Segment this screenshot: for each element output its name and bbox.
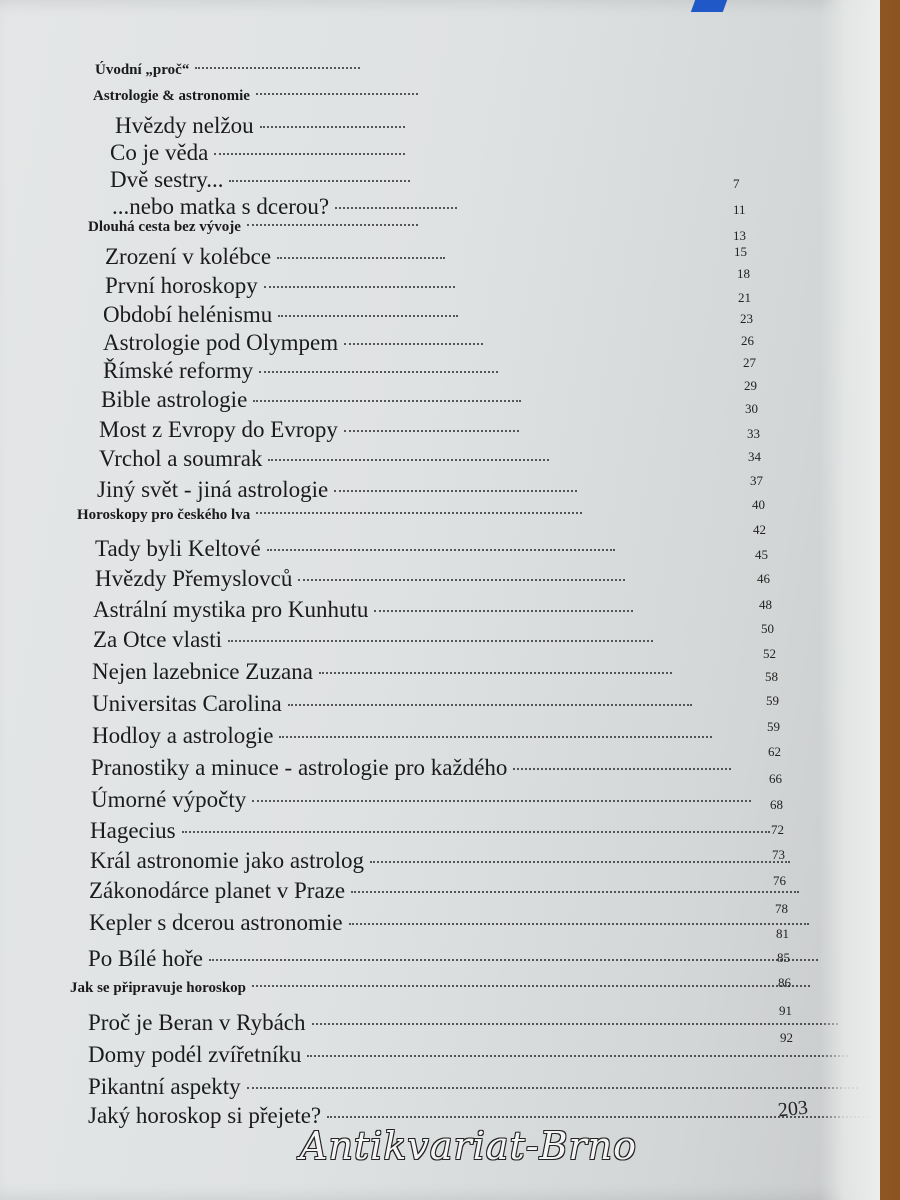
toc-entry-title: Zrození v kolébce [105, 244, 272, 269]
toc-entry [93, 627, 653, 657]
dot-leader [513, 768, 731, 770]
page-number: 76 [773, 873, 786, 888]
toc-entry-title: Kepler s dcerou astronomie [89, 910, 343, 935]
dot-leader [319, 672, 672, 674]
dot-leader [374, 610, 633, 612]
page-number: 13 [733, 228, 746, 243]
page-number: 78 [775, 901, 788, 916]
dot-leader [214, 153, 405, 155]
toc-entry [105, 273, 455, 303]
toc-entry-title: Římské reformy [103, 358, 254, 383]
page-number: 58 [765, 669, 778, 684]
toc-entry [91, 787, 751, 817]
page-number: 26 [741, 333, 754, 348]
toc-entry [92, 659, 672, 689]
toc-entry-title: Co je věda [110, 140, 209, 165]
toc-entry [89, 910, 809, 940]
toc-entry [95, 566, 625, 596]
toc-entry [101, 387, 521, 417]
dot-leader [279, 736, 712, 738]
page-number: 68 [770, 797, 783, 812]
toc-entry-title: Tady byli Keltové [95, 536, 261, 561]
page-number: 62 [768, 744, 781, 759]
page-number: 45 [755, 547, 768, 562]
page-folio: 203 [776, 1096, 810, 1122]
toc-entry-title: Pikantní aspekty [88, 1074, 241, 1099]
toc-entry-title: Hvězdy nelžou [115, 113, 254, 138]
toc-entry [110, 167, 410, 197]
dot-leader [247, 1087, 858, 1089]
dot-leader [182, 831, 770, 833]
toc-entry-title: Bible astrologie [101, 387, 248, 412]
dot-leader [253, 400, 521, 402]
toc-entry-title: Horoskopy pro českého lva [77, 507, 251, 523]
toc-entry [103, 358, 498, 388]
page-number: 66 [769, 771, 782, 786]
dot-leader [195, 67, 360, 69]
toc-entry [92, 723, 712, 753]
page-number: 30 [745, 401, 758, 416]
toc-entry-title: Domy podél zvířetníku [88, 1042, 302, 1067]
dot-leader [334, 490, 577, 492]
toc-entry [88, 1042, 848, 1072]
dot-leader [349, 923, 809, 925]
toc-entry [103, 302, 458, 332]
toc-entry [99, 417, 519, 447]
page-number: 29 [744, 378, 757, 393]
toc-entry [93, 597, 633, 627]
toc-entry-title: Dlouhá cesta bez vývoje [88, 219, 241, 235]
dot-leader [288, 704, 692, 706]
toc-entry-title: Dvě sestry... [110, 167, 224, 192]
page-number: 81 [776, 926, 789, 941]
dot-leader [229, 180, 410, 182]
page-number: 59 [767, 719, 780, 734]
toc-entry-title: Úmorné výpočty [91, 787, 247, 812]
toc-entry [92, 691, 692, 721]
toc-entry-title: První horoskopy [105, 273, 258, 298]
dot-leader [209, 959, 818, 961]
dot-leader [312, 1023, 838, 1025]
toc-entry [89, 878, 799, 908]
page-number: 7 [733, 176, 740, 191]
toc-entry-title: ...nebo matka s dcerou? [112, 194, 330, 219]
toc-entry [88, 1074, 858, 1104]
toc-entry [88, 1010, 838, 1040]
dot-leader [252, 985, 810, 987]
dot-leader [260, 126, 405, 128]
page-number: 48 [759, 597, 772, 612]
toc-entry-title: Hodloy a astrologie [92, 723, 274, 748]
page-number: 15 [734, 244, 747, 259]
page-number: 34 [748, 449, 761, 464]
dot-leader [298, 579, 625, 581]
toc-entry [105, 244, 445, 274]
page-number: 59 [766, 693, 779, 708]
page-number: 46 [757, 571, 770, 586]
toc-entry-title: Astrologie & astronomie [93, 88, 250, 104]
toc-section-heading [70, 980, 810, 1010]
page-number: 50 [761, 621, 774, 636]
dot-leader [256, 93, 418, 95]
toc-entry-title: Po Bílé hoře [88, 946, 203, 971]
toc-entry-title: Astrální mystika pro Kunhutu [93, 597, 369, 622]
toc-entry [95, 536, 615, 566]
watermark: Antikvariat-Brno [300, 1124, 638, 1168]
toc-entry-title: Úvodní „proč“ [95, 62, 190, 78]
dot-leader [247, 224, 418, 226]
dot-leader [256, 512, 582, 514]
toc-entry [115, 113, 405, 143]
toc-entry-title: Král astronomie jako astrolog [90, 848, 365, 873]
toc-entry-title: Proč je Beran v Rybách [88, 1010, 306, 1035]
page-number: 52 [763, 646, 776, 661]
page-number: 40 [752, 497, 765, 512]
toc-entry-title: Jiný svět - jiná astrologie [97, 477, 329, 502]
toc-entry-title: Období helénismu [103, 302, 273, 327]
toc-entry-title: Universitas Carolina [92, 691, 282, 716]
toc-entry [97, 477, 577, 507]
dot-leader [228, 640, 653, 642]
toc-entry [90, 818, 770, 848]
page-number: 92 [780, 1030, 793, 1045]
toc-entry [91, 755, 731, 785]
dot-leader [370, 861, 790, 863]
dot-leader [252, 800, 751, 802]
toc-entry-title: Jak se připravuje horoskop [70, 980, 247, 996]
page-number: 85 [777, 950, 790, 965]
page-number: 33 [747, 426, 760, 441]
toc-entry [88, 946, 818, 976]
toc-entry-title: Hagecius [90, 818, 176, 843]
dot-leader [344, 430, 519, 432]
page-number: 11 [733, 202, 746, 217]
page-number: 73 [772, 847, 785, 862]
dot-leader [344, 343, 483, 345]
dot-leader [267, 549, 615, 551]
toc-entry [110, 140, 405, 170]
toc-entry-title: Nejen lazebnice Zuzana [92, 659, 313, 684]
page-number: 27 [743, 355, 756, 370]
page-number: 37 [750, 473, 763, 488]
page-number: 72 [771, 822, 784, 837]
toc-entry-title: Hvězdy Přemyslovců [95, 566, 293, 591]
toc-section-heading [77, 507, 582, 537]
dot-leader [259, 371, 498, 373]
toc-entry-title: Jaký horoskop si přejete? [88, 1103, 322, 1128]
dot-leader [351, 891, 799, 893]
toc-entry [103, 330, 483, 360]
page-edge-highlight [820, 0, 880, 1200]
page-number: 21 [738, 290, 751, 305]
dot-leader [307, 1055, 848, 1057]
dot-leader [335, 207, 457, 209]
dot-leader [264, 286, 455, 288]
page-number: 23 [740, 311, 753, 326]
page-number: 91 [779, 1003, 792, 1018]
toc-entry-title: Pranostiky a minuce - astrologie pro každého [91, 755, 508, 780]
toc-entry [99, 446, 549, 476]
dot-leader [268, 459, 549, 461]
toc-entry [90, 848, 790, 878]
toc-entry-title: Vrchol a soumrak [99, 446, 263, 471]
toc-entry-title: Zákonodárce planet v Praze [89, 878, 346, 903]
toc-entry-title: Astrologie pod Olympem [103, 330, 339, 355]
toc-entry-title: Za Otce vlasti [93, 627, 223, 652]
dot-leader [277, 257, 445, 259]
dot-leader [278, 315, 458, 317]
page-number: 42 [753, 522, 766, 537]
page-number: 18 [737, 266, 750, 281]
toc-entry-title: Most z Evropy do Evropy [99, 417, 338, 442]
page-number: 86 [778, 975, 791, 990]
